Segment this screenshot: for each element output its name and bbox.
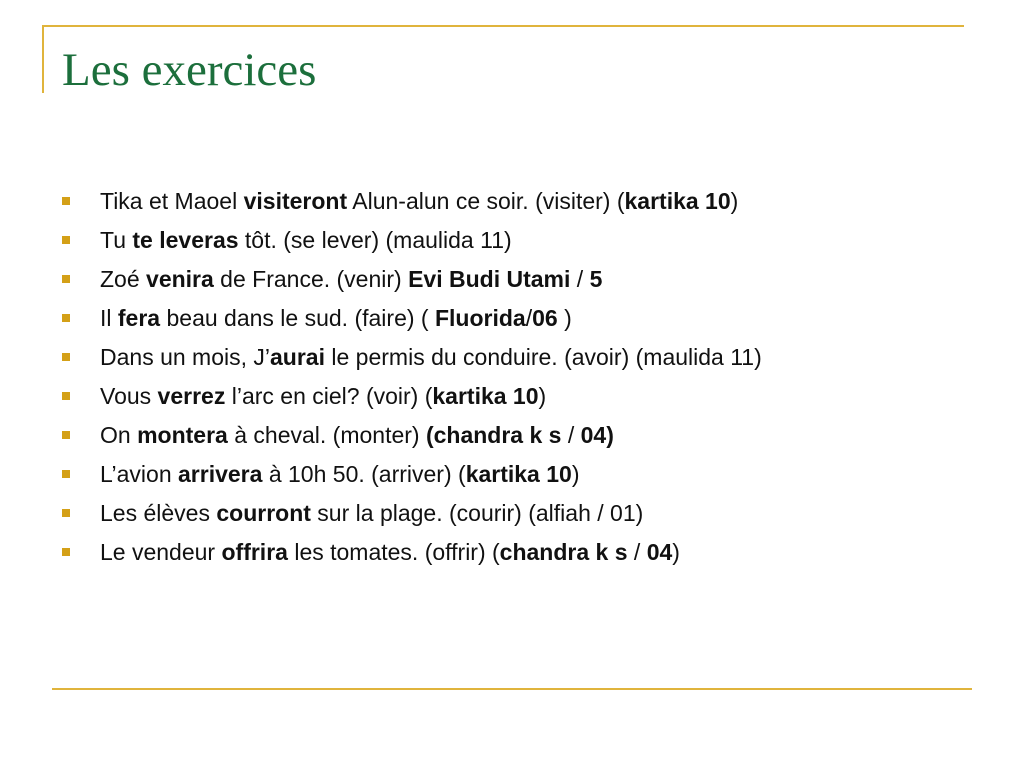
- slide-title: Les exercices: [62, 44, 317, 96]
- text-segment: de France. (venir): [213, 266, 409, 292]
- top-divider-line: [42, 25, 964, 27]
- text-segment: Dans un mois, J’: [100, 344, 271, 370]
- bold-text-segment: aurai: [270, 344, 325, 370]
- bold-text-segment: Evi Budi Utami: [408, 266, 571, 292]
- bold-text-segment: venira: [146, 266, 214, 292]
- square-bullet-icon: [62, 392, 70, 400]
- square-bullet-icon: [62, 236, 70, 244]
- exercise-item: [62, 455, 762, 494]
- text-segment: Vous: [100, 383, 158, 409]
- text-segment: beau dans le sud. (faire) (: [160, 305, 435, 331]
- square-bullet-icon: [62, 314, 70, 322]
- square-bullet-icon: [62, 431, 70, 439]
- exercise-list: [62, 182, 762, 572]
- text-segment: L’avion: [100, 461, 179, 487]
- text-segment: Tu: [100, 227, 133, 253]
- text-segment: l’arc en ciel? (voir) (: [225, 383, 433, 409]
- text-segment: tôt. (se lever) (maulida 11): [238, 227, 512, 253]
- square-bullet-icon: [62, 509, 70, 517]
- bold-text-segment: fera: [117, 305, 161, 331]
- square-bullet-icon: [62, 275, 70, 283]
- text-segment: /: [627, 539, 647, 565]
- left-accent-line: [42, 25, 44, 93]
- text-segment: à cheval. (monter): [227, 422, 426, 448]
- bold-text-segment: verrez: [157, 383, 226, 409]
- bold-text-segment: 06: [532, 305, 558, 331]
- text-segment: /: [561, 422, 581, 448]
- text-segment: ): [730, 188, 739, 214]
- square-bullet-icon: [62, 548, 70, 556]
- text-segment: Le vendeur: [100, 539, 222, 565]
- text-segment: /: [570, 266, 590, 292]
- text-segment: Les élèves: [100, 500, 217, 526]
- exercise-item: [62, 533, 762, 572]
- bold-text-segment: kartika 10: [465, 461, 572, 487]
- text-segment: Alun-alun ce soir. (visiter) (: [347, 188, 625, 214]
- exercise-item: [62, 416, 762, 455]
- bold-text-segment: (chandra k s: [425, 422, 562, 448]
- text-segment: les tomates. (offrir) (: [287, 539, 500, 565]
- exercise-item: [62, 299, 762, 338]
- square-bullet-icon: [62, 353, 70, 361]
- bold-text-segment: 04: [646, 539, 673, 565]
- bottom-divider-line: [52, 688, 972, 690]
- text-segment: Il: [100, 305, 118, 331]
- text-segment: Zoé: [100, 266, 147, 292]
- bold-text-segment: kartika 10: [432, 383, 539, 409]
- bold-text-segment: te leveras: [132, 227, 239, 253]
- exercise-item: [62, 494, 762, 533]
- bold-text-segment: offrira: [221, 539, 288, 565]
- text-segment: ): [571, 461, 580, 487]
- exercise-item: [62, 221, 762, 260]
- text-segment: ): [672, 539, 680, 565]
- square-bullet-icon: [62, 197, 70, 205]
- exercise-item: [62, 260, 762, 299]
- exercise-item: [62, 182, 762, 221]
- bold-text-segment: 04): [580, 422, 614, 448]
- text-segment: On: [100, 422, 138, 448]
- bold-text-segment: chandra k s: [499, 539, 628, 565]
- text-segment: ): [557, 305, 572, 331]
- bold-text-segment: montera: [137, 422, 228, 448]
- square-bullet-icon: [62, 470, 70, 478]
- text-segment: Tika et Maoel: [100, 188, 244, 214]
- bold-text-segment: 5: [589, 266, 603, 292]
- bold-text-segment: kartika 10: [624, 188, 731, 214]
- text-segment: /: [525, 305, 533, 331]
- text-segment: sur la plage. (courir) (alfiah / 01): [310, 500, 644, 526]
- text-segment: le permis du conduire. (avoir) (maulida 11): [325, 344, 762, 370]
- bold-text-segment: courront: [216, 500, 311, 526]
- bold-text-segment: visiteront: [243, 188, 348, 214]
- bold-text-segment: arrivera: [178, 461, 263, 487]
- bold-text-segment: Fluorida: [434, 305, 526, 331]
- exercise-item: [62, 377, 762, 416]
- exercise-item: [62, 338, 762, 377]
- text-segment: ): [538, 383, 547, 409]
- text-segment: à 10h 50. (arriver) (: [262, 461, 466, 487]
